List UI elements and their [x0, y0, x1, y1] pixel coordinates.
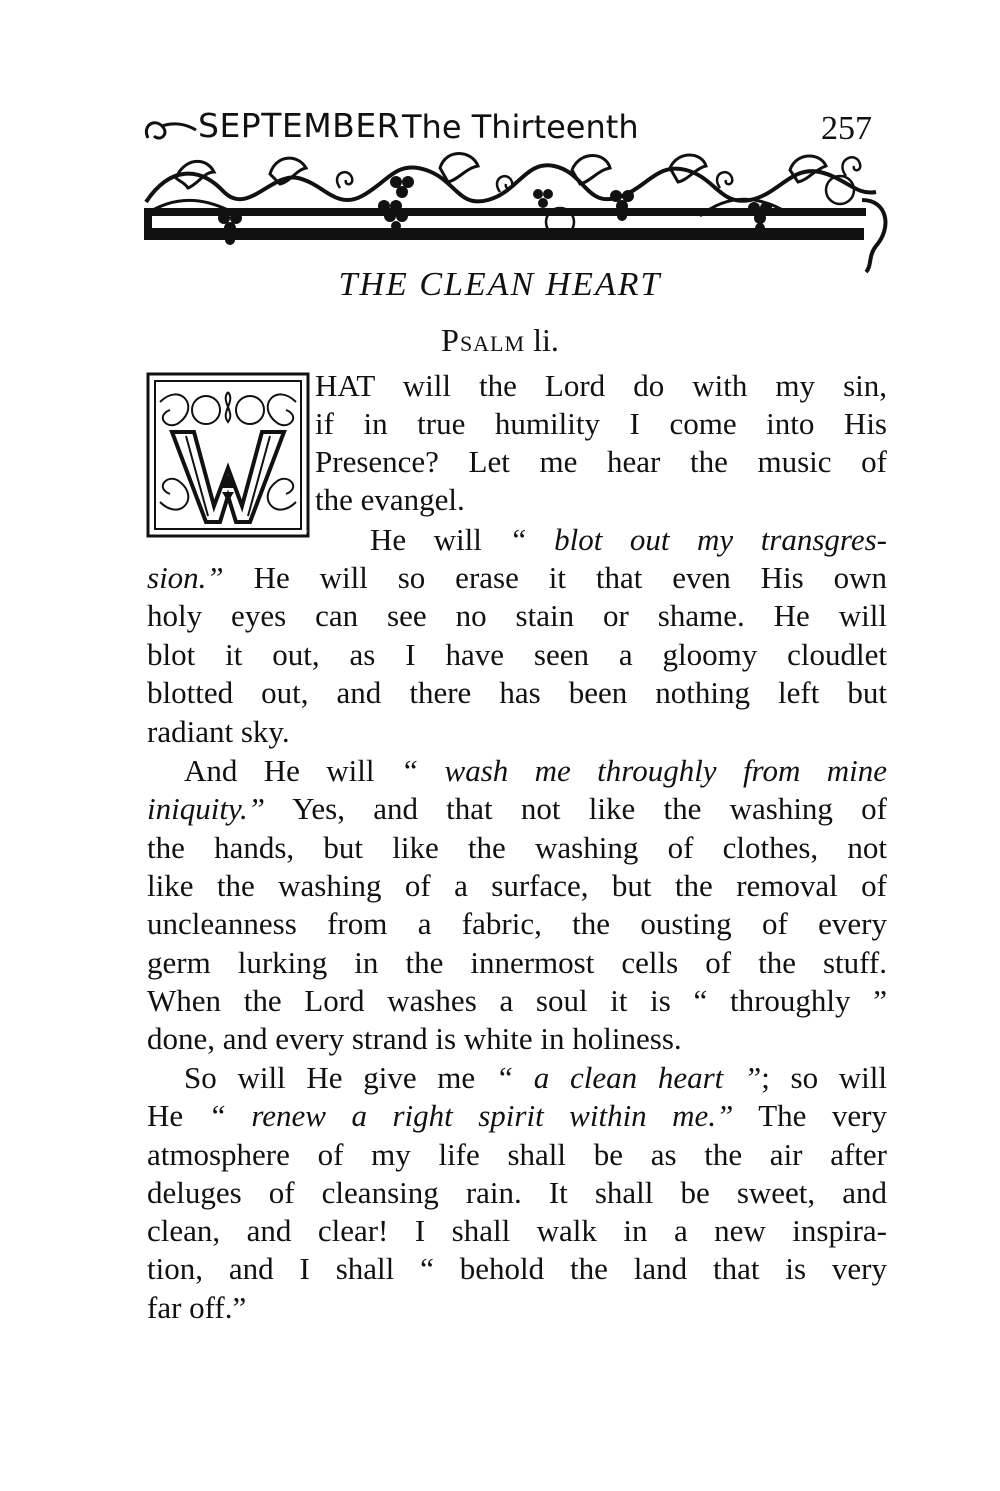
quotation: “ blot out my transgres- — [509, 522, 887, 557]
text-line: atmosphere of my life shall be as the air after — [147, 1137, 887, 1172]
text-line: the evangel. — [315, 482, 465, 517]
text-line: When the Lord washes a soul it is “ throughly ” — [147, 983, 887, 1018]
svg-text:W: W — [306, 531, 308, 533]
text-line: like the washing of a surface, but the removal of — [147, 868, 887, 903]
text-line: the hands, but like the washing of clothes, not — [147, 830, 887, 865]
quotation: “ renew a right spirit within me.” — [208, 1098, 734, 1133]
text-line: radiant sky. — [147, 714, 290, 749]
text-line: HAT will the Lord do with my sin, — [315, 368, 887, 403]
text-line: holy eyes can see no stain or shame. He will — [147, 598, 887, 633]
text-line: if in true humility I come into His — [315, 406, 887, 441]
text-line: tion, and I shall “ behold the land that is very — [147, 1251, 887, 1286]
quotation: “ a clean heart ” — [495, 1060, 762, 1095]
text-span: The very — [733, 1098, 887, 1133]
text-line — [147, 790, 887, 828]
text-line: done, and every strand is white in holiness. — [147, 1021, 682, 1056]
quotation: sion.” — [147, 560, 224, 595]
text-span: He will so erase it that even His own — [223, 560, 887, 595]
text-line: far off.” — [147, 1290, 247, 1325]
text-line — [184, 1059, 887, 1097]
psalm-number: li. — [533, 322, 559, 358]
header-day: The Thirteenth — [402, 108, 639, 146]
psalm-word: Psalm — [441, 322, 526, 358]
text-span: Yes, and that not like the washing of — [265, 791, 887, 826]
text-line: clean, and clear! I shall walk in a new inspira- — [147, 1213, 887, 1248]
text-span: He will — [370, 522, 510, 557]
text-line: germ lurking in the innermost cells of the stuff. — [147, 945, 887, 980]
text-line — [147, 1097, 887, 1135]
text-span: So will He give me — [184, 1060, 496, 1095]
quotation: iniquity.” — [147, 791, 265, 826]
drop-cap-letter — [306, 531, 308, 533]
text-span: ; so will — [761, 1060, 888, 1095]
decorated-initial-w-icon — [146, 372, 310, 538]
page-number: 257 — [821, 110, 872, 147]
text-line: deluges of cleansing rain. It shall be sweet, and — [147, 1175, 887, 1210]
text-line — [370, 521, 887, 559]
text-line: blotted out, and there has been nothing left but — [147, 675, 887, 710]
page-header — [140, 96, 892, 276]
quotation: “ wash me throughly from mine — [400, 753, 887, 788]
text-line: blot it out, as I have seen a gloomy cloudlet — [147, 637, 887, 672]
text-line: uncleanness from a fabric, the ousting of every — [147, 906, 887, 941]
text-line — [147, 559, 887, 597]
text-line: Presence? Let me hear the music of — [315, 444, 887, 479]
chapter-title: THE CLEAN HEART — [338, 266, 662, 303]
header-month: SEPTEMBER — [198, 106, 401, 145]
psalm-reference — [0, 322, 1000, 359]
text-span: He — [147, 1098, 209, 1133]
text-span: And He will — [184, 753, 401, 788]
text-line — [184, 752, 887, 790]
